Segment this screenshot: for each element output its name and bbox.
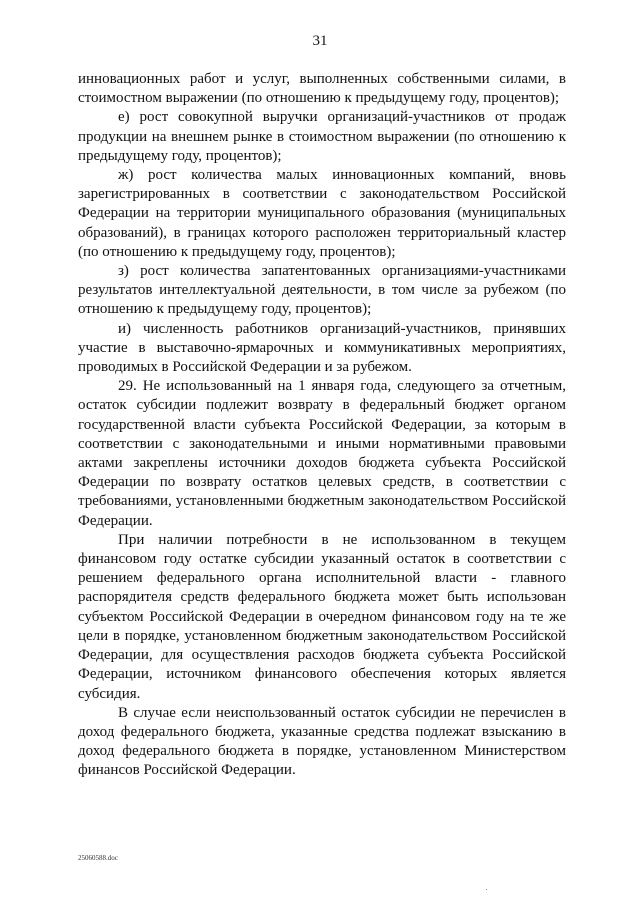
document-code: 25060588.doc — [78, 854, 118, 862]
paragraph-clause-29: 29. Не использованный на 1 января года, следующего за отчетным, остаток субсидии подлежит возврату в федеральный бюджет органом государственной власти субъекта Российской Федерации, за которым в соответствии с законодательными и иными нормативными правовыми актами закреплены источники доходов бюджета субъекта Российской Федерации по возврату остатков целевых средств, в соответствии с требованиями, установленными бюджетным законодательством Российской Федерации. — [78, 378, 566, 529]
paragraph-item-e: е) рост совокупной выручки организаций-участников от продаж продукции на внешнем рынке в стоимостном выражении (по отношению к предыдущему году, процентов); — [78, 109, 566, 164]
paragraph-remaining-need: При наличии потребности в не использованном в текущем финансовом году остатке субсидии указанный остаток в соответствии с решением федерального органа исполнительной власти - главного распорядителя средств федерального бюджета может быть использован субъектом Российской Федерации в очередном финансовом году на те же цели в порядке, установленном бюджетным законодательством Российской Федерации, для осуществления расходов бюджета субъекта Российской Федерации, источником финансового обеспечения которых является субсидия. — [78, 531, 566, 702]
paragraph-item-i: и) численность работников организаций-участников, принявших участие в выставочно-ярмарочных и коммуникативных мероприятиях, проводимых в Российской Федерации и за рубежом. — [78, 320, 566, 376]
page-number: 31 — [312, 33, 328, 49]
paragraph-item-zh: ж) рост количества малых инновационных компаний, вновь зарегистрированных в соответствии с законодательством Российской Федерации на территории муниципального образования (муниципальных образований), в границах которого расположен территориальный кластер (по отношению к предыдущему году, процентов); — [78, 167, 566, 260]
document-body — [78, 70, 566, 781]
scan-mark — [486, 889, 487, 890]
paragraph-recovery: В случае если неиспользованный остаток субсидии не перечислен в доход федерального бюджета, указанные средства подлежат взысканию в доход федерального бюджета в порядке, установленном Министерством финансов Российской Федерации. — [78, 704, 566, 779]
paragraph-continuation: инновационных работ и услуг, выполненных собственными силами, в стоимостном выражении (по отношению к предыдущему году, процентов); — [78, 71, 566, 107]
paragraph-item-z: з) рост количества запатентованных организациями-участниками результатов интеллектуальной деятельности, в том числе за рубежом (по отношению к предыдущему году, процентов); — [78, 263, 566, 318]
